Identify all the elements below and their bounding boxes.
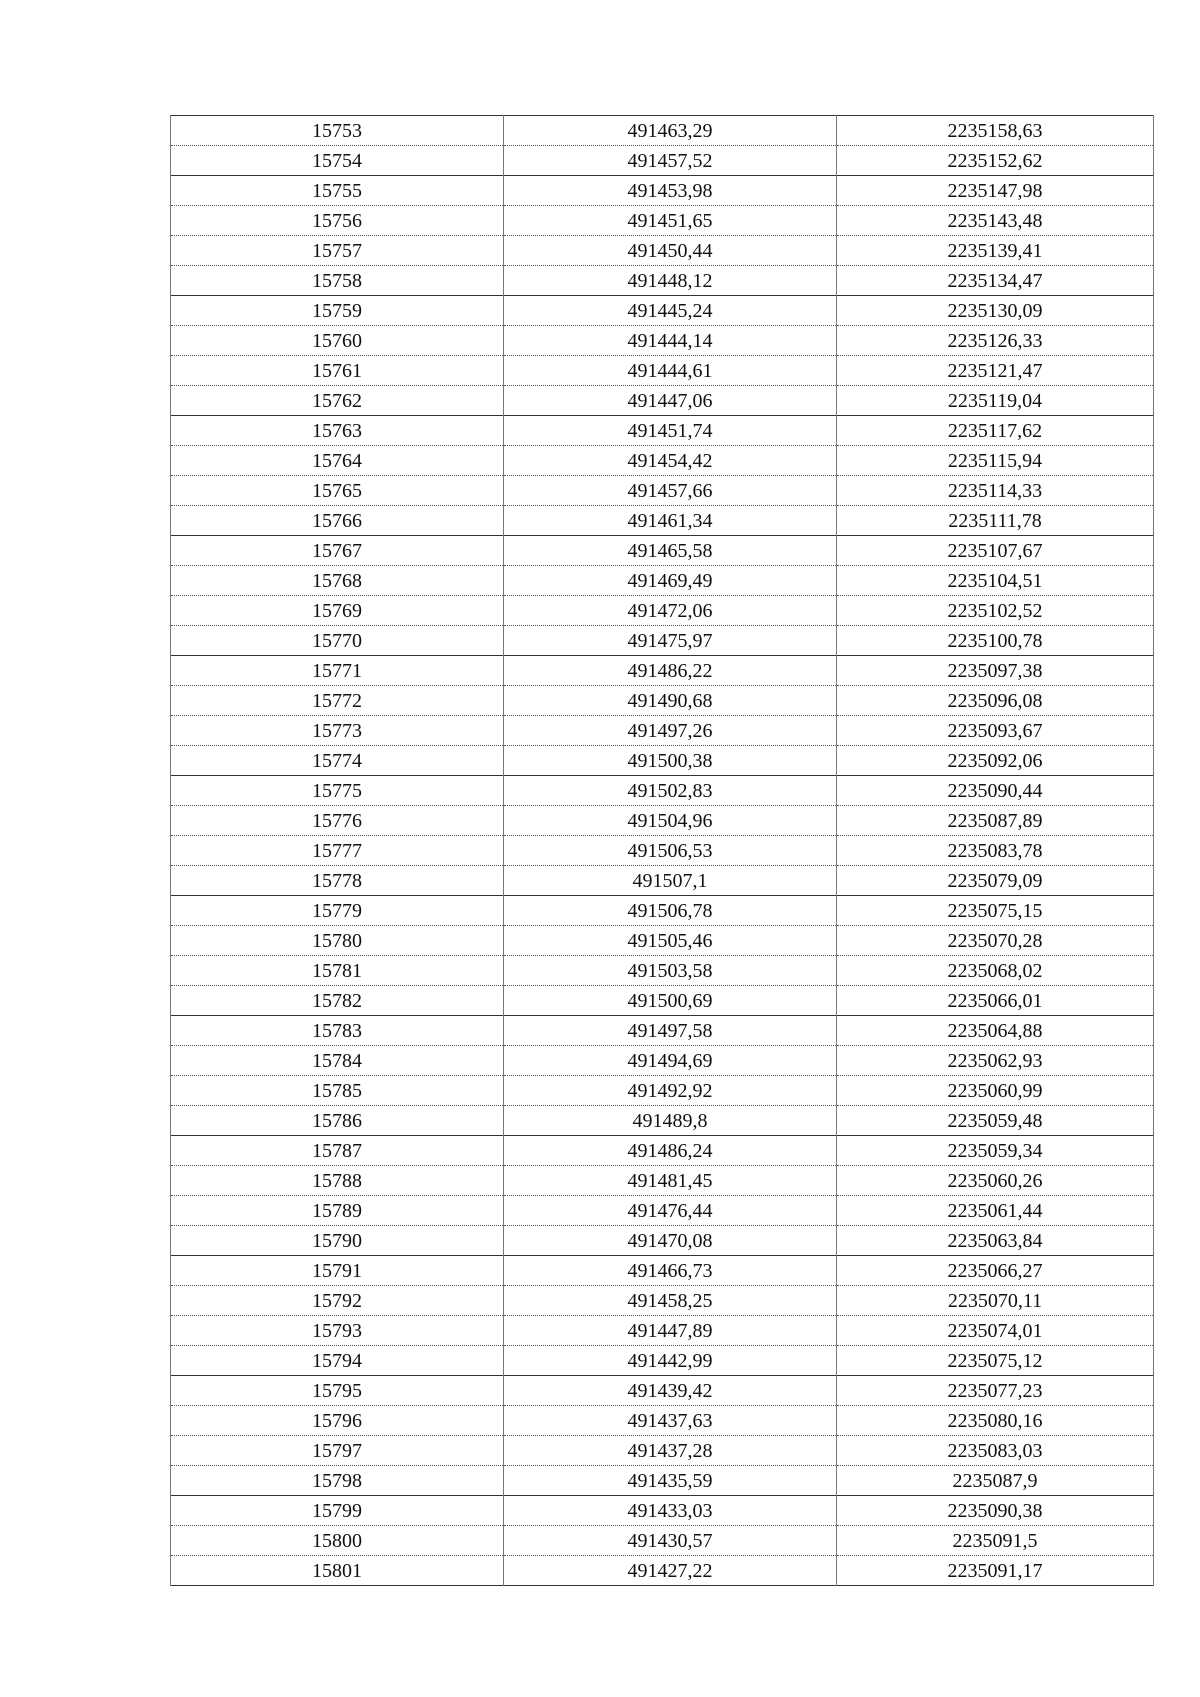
x-coordinate-cell: 491457,66 <box>504 476 837 506</box>
table-row <box>171 746 1154 776</box>
point-number-cell: 15789 <box>171 1196 504 1226</box>
y-coordinate-cell: 2235090,44 <box>837 776 1154 806</box>
y-coordinate-cell: 2235090,38 <box>837 1496 1154 1526</box>
point-number-cell: 15753 <box>171 116 504 146</box>
point-number-cell: 15769 <box>171 596 504 626</box>
y-coordinate-cell: 2235158,63 <box>837 116 1154 146</box>
x-coordinate-cell: 491475,97 <box>504 626 837 656</box>
table-row <box>171 1376 1154 1406</box>
coordinates-table <box>170 115 1154 1586</box>
table-row <box>171 1256 1154 1286</box>
table-row <box>171 536 1154 566</box>
y-coordinate-cell: 2235080,16 <box>837 1406 1154 1436</box>
x-coordinate-cell: 491490,68 <box>504 686 837 716</box>
x-coordinate-cell: 491502,83 <box>504 776 837 806</box>
point-number-cell: 15768 <box>171 566 504 596</box>
x-coordinate-cell: 491433,03 <box>504 1496 837 1526</box>
y-coordinate-cell: 2235074,01 <box>837 1316 1154 1346</box>
table-row <box>171 1196 1154 1226</box>
x-coordinate-cell: 491500,69 <box>504 986 837 1016</box>
y-coordinate-cell: 2235077,23 <box>837 1376 1154 1406</box>
x-coordinate-cell: 491486,22 <box>504 656 837 686</box>
x-coordinate-cell: 491507,1 <box>504 866 837 896</box>
x-coordinate-cell: 491494,69 <box>504 1046 837 1076</box>
table-row <box>171 686 1154 716</box>
y-coordinate-cell: 2235091,5 <box>837 1526 1154 1556</box>
point-number-cell: 15759 <box>171 296 504 326</box>
x-coordinate-cell: 491450,44 <box>504 236 837 266</box>
table-row <box>171 1316 1154 1346</box>
table-row <box>171 656 1154 686</box>
y-coordinate-cell: 2235143,48 <box>837 206 1154 236</box>
table-row <box>171 116 1154 146</box>
x-coordinate-cell: 491470,08 <box>504 1226 837 1256</box>
table-row <box>171 356 1154 386</box>
y-coordinate-cell: 2235061,44 <box>837 1196 1154 1226</box>
table-row <box>171 386 1154 416</box>
y-coordinate-cell: 2235079,09 <box>837 866 1154 896</box>
y-coordinate-cell: 2235097,38 <box>837 656 1154 686</box>
x-coordinate-cell: 491444,14 <box>504 326 837 356</box>
table-row <box>171 1466 1154 1496</box>
point-number-cell: 15795 <box>171 1376 504 1406</box>
table-row <box>171 446 1154 476</box>
point-number-cell: 15754 <box>171 146 504 176</box>
point-number-cell: 15770 <box>171 626 504 656</box>
y-coordinate-cell: 2235064,88 <box>837 1016 1154 1046</box>
x-coordinate-cell: 491486,24 <box>504 1136 837 1166</box>
y-coordinate-cell: 2235093,67 <box>837 716 1154 746</box>
point-number-cell: 15798 <box>171 1466 504 1496</box>
x-coordinate-cell: 491497,26 <box>504 716 837 746</box>
x-coordinate-cell: 491481,45 <box>504 1166 837 1196</box>
x-coordinate-cell: 491451,74 <box>504 416 837 446</box>
point-number-cell: 15778 <box>171 866 504 896</box>
y-coordinate-cell: 2235115,94 <box>837 446 1154 476</box>
y-coordinate-cell: 2235070,28 <box>837 926 1154 956</box>
x-coordinate-cell: 491437,63 <box>504 1406 837 1436</box>
table-row <box>171 476 1154 506</box>
y-coordinate-cell: 2235075,12 <box>837 1346 1154 1376</box>
point-number-cell: 15784 <box>171 1046 504 1076</box>
point-number-cell: 15766 <box>171 506 504 536</box>
y-coordinate-cell: 2235091,17 <box>837 1556 1154 1586</box>
y-coordinate-cell: 2235087,89 <box>837 806 1154 836</box>
y-coordinate-cell: 2235121,47 <box>837 356 1154 386</box>
y-coordinate-cell: 2235066,27 <box>837 1256 1154 1286</box>
point-number-cell: 15785 <box>171 1076 504 1106</box>
x-coordinate-cell: 491453,98 <box>504 176 837 206</box>
point-number-cell: 15757 <box>171 236 504 266</box>
point-number-cell: 15774 <box>171 746 504 776</box>
y-coordinate-cell: 2235104,51 <box>837 566 1154 596</box>
x-coordinate-cell: 491506,53 <box>504 836 837 866</box>
point-number-cell: 15779 <box>171 896 504 926</box>
y-coordinate-cell: 2235107,67 <box>837 536 1154 566</box>
table-row <box>171 176 1154 206</box>
x-coordinate-cell: 491505,46 <box>504 926 837 956</box>
point-number-cell: 15801 <box>171 1556 504 1586</box>
point-number-cell: 15787 <box>171 1136 504 1166</box>
y-coordinate-cell: 2235102,52 <box>837 596 1154 626</box>
table-row <box>171 236 1154 266</box>
x-coordinate-cell: 491444,61 <box>504 356 837 386</box>
y-coordinate-cell: 2235092,06 <box>837 746 1154 776</box>
y-coordinate-cell: 2235139,41 <box>837 236 1154 266</box>
x-coordinate-cell: 491439,42 <box>504 1376 837 1406</box>
x-coordinate-cell: 491500,38 <box>504 746 837 776</box>
x-coordinate-cell: 491469,49 <box>504 566 837 596</box>
point-number-cell: 15771 <box>171 656 504 686</box>
table-row <box>171 206 1154 236</box>
table-row <box>171 566 1154 596</box>
table-row <box>171 806 1154 836</box>
x-coordinate-cell: 491427,22 <box>504 1556 837 1586</box>
x-coordinate-cell: 491463,29 <box>504 116 837 146</box>
point-number-cell: 15791 <box>171 1256 504 1286</box>
y-coordinate-cell: 2235063,84 <box>837 1226 1154 1256</box>
table-row <box>171 1136 1154 1166</box>
y-coordinate-cell: 2235070,11 <box>837 1286 1154 1316</box>
x-coordinate-cell: 491489,8 <box>504 1106 837 1136</box>
table-row <box>171 1226 1154 1256</box>
point-number-cell: 15792 <box>171 1286 504 1316</box>
table-row <box>171 1526 1154 1556</box>
y-coordinate-cell: 2235068,02 <box>837 956 1154 986</box>
point-number-cell: 15764 <box>171 446 504 476</box>
table-row <box>171 1346 1154 1376</box>
point-number-cell: 15775 <box>171 776 504 806</box>
y-coordinate-cell: 2235134,47 <box>837 266 1154 296</box>
y-coordinate-cell: 2235087,9 <box>837 1466 1154 1496</box>
table-row <box>171 986 1154 1016</box>
point-number-cell: 15761 <box>171 356 504 386</box>
y-coordinate-cell: 2235152,62 <box>837 146 1154 176</box>
x-coordinate-cell: 491430,57 <box>504 1526 837 1556</box>
y-coordinate-cell: 2235066,01 <box>837 986 1154 1016</box>
point-number-cell: 15782 <box>171 986 504 1016</box>
table-row <box>171 1436 1154 1466</box>
x-coordinate-cell: 491457,52 <box>504 146 837 176</box>
y-coordinate-cell: 2235100,78 <box>837 626 1154 656</box>
point-number-cell: 15763 <box>171 416 504 446</box>
table-row <box>171 1406 1154 1436</box>
point-number-cell: 15796 <box>171 1406 504 1436</box>
x-coordinate-cell: 491465,58 <box>504 536 837 566</box>
x-coordinate-cell: 491437,28 <box>504 1436 837 1466</box>
y-coordinate-cell: 2235059,48 <box>837 1106 1154 1136</box>
point-number-cell: 15786 <box>171 1106 504 1136</box>
point-number-cell: 15799 <box>171 1496 504 1526</box>
table-row <box>171 266 1154 296</box>
table-row <box>171 326 1154 356</box>
y-coordinate-cell: 2235126,33 <box>837 326 1154 356</box>
x-coordinate-cell: 491461,34 <box>504 506 837 536</box>
x-coordinate-cell: 491435,59 <box>504 1466 837 1496</box>
table-row <box>171 1076 1154 1106</box>
table-row <box>171 896 1154 926</box>
x-coordinate-cell: 491442,99 <box>504 1346 837 1376</box>
x-coordinate-cell: 491472,06 <box>504 596 837 626</box>
y-coordinate-cell: 2235083,78 <box>837 836 1154 866</box>
y-coordinate-cell: 2235114,33 <box>837 476 1154 506</box>
table-row <box>171 596 1154 626</box>
table-row <box>171 956 1154 986</box>
point-number-cell: 15793 <box>171 1316 504 1346</box>
point-number-cell: 15800 <box>171 1526 504 1556</box>
point-number-cell: 15780 <box>171 926 504 956</box>
y-coordinate-cell: 2235062,93 <box>837 1046 1154 1076</box>
table-row <box>171 296 1154 326</box>
table-row <box>171 1556 1154 1586</box>
table-row <box>171 716 1154 746</box>
x-coordinate-cell: 491447,89 <box>504 1316 837 1346</box>
x-coordinate-cell: 491448,12 <box>504 266 837 296</box>
x-coordinate-cell: 491503,58 <box>504 956 837 986</box>
point-number-cell: 15790 <box>171 1226 504 1256</box>
y-coordinate-cell: 2235059,34 <box>837 1136 1154 1166</box>
table-row <box>171 866 1154 896</box>
table-row <box>171 926 1154 956</box>
point-number-cell: 15756 <box>171 206 504 236</box>
point-number-cell: 15783 <box>171 1016 504 1046</box>
point-number-cell: 15772 <box>171 686 504 716</box>
table-row <box>171 1166 1154 1196</box>
coordinates-table-body <box>171 116 1154 1586</box>
y-coordinate-cell: 2235083,03 <box>837 1436 1154 1466</box>
x-coordinate-cell: 491454,42 <box>504 446 837 476</box>
table-row <box>171 1046 1154 1076</box>
y-coordinate-cell: 2235060,26 <box>837 1166 1154 1196</box>
point-number-cell: 15762 <box>171 386 504 416</box>
x-coordinate-cell: 491497,58 <box>504 1016 837 1046</box>
y-coordinate-cell: 2235130,09 <box>837 296 1154 326</box>
table-row <box>171 776 1154 806</box>
x-coordinate-cell: 491476,44 <box>504 1196 837 1226</box>
table-row <box>171 506 1154 536</box>
x-coordinate-cell: 491458,25 <box>504 1286 837 1316</box>
point-number-cell: 15760 <box>171 326 504 356</box>
x-coordinate-cell: 491492,92 <box>504 1076 837 1106</box>
y-coordinate-cell: 2235147,98 <box>837 176 1154 206</box>
point-number-cell: 15765 <box>171 476 504 506</box>
point-number-cell: 15777 <box>171 836 504 866</box>
y-coordinate-cell: 2235119,04 <box>837 386 1154 416</box>
y-coordinate-cell: 2235117,62 <box>837 416 1154 446</box>
table-row <box>171 146 1154 176</box>
y-coordinate-cell: 2235096,08 <box>837 686 1154 716</box>
x-coordinate-cell: 491466,73 <box>504 1256 837 1286</box>
table-row <box>171 416 1154 446</box>
point-number-cell: 15776 <box>171 806 504 836</box>
y-coordinate-cell: 2235111,78 <box>837 506 1154 536</box>
table-row <box>171 1496 1154 1526</box>
point-number-cell: 15767 <box>171 536 504 566</box>
x-coordinate-cell: 491445,24 <box>504 296 837 326</box>
table-row <box>171 1016 1154 1046</box>
point-number-cell: 15773 <box>171 716 504 746</box>
table-row <box>171 626 1154 656</box>
x-coordinate-cell: 491451,65 <box>504 206 837 236</box>
point-number-cell: 15794 <box>171 1346 504 1376</box>
y-coordinate-cell: 2235060,99 <box>837 1076 1154 1106</box>
x-coordinate-cell: 491506,78 <box>504 896 837 926</box>
y-coordinate-cell: 2235075,15 <box>837 896 1154 926</box>
x-coordinate-cell: 491504,96 <box>504 806 837 836</box>
table-row <box>171 1286 1154 1316</box>
point-number-cell: 15781 <box>171 956 504 986</box>
x-coordinate-cell: 491447,06 <box>504 386 837 416</box>
point-number-cell: 15758 <box>171 266 504 296</box>
point-number-cell: 15788 <box>171 1166 504 1196</box>
point-number-cell: 15755 <box>171 176 504 206</box>
table-row <box>171 1106 1154 1136</box>
point-number-cell: 15797 <box>171 1436 504 1466</box>
table-row <box>171 836 1154 866</box>
